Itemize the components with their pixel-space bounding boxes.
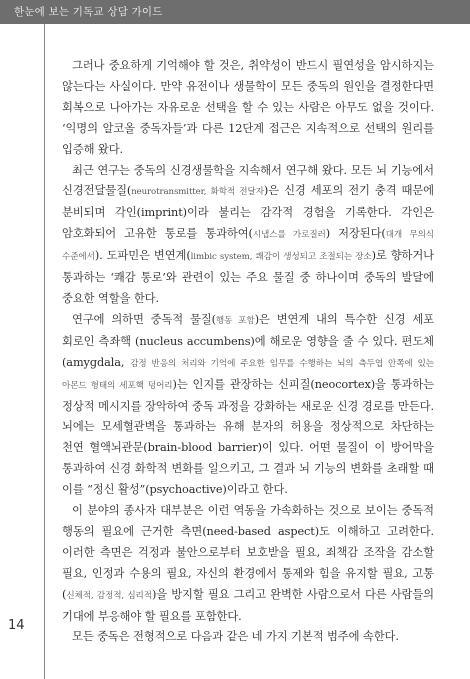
inline-annotation: 행동 포함 [215, 315, 255, 326]
paragraph-text: 연구에 의하면 중독적 물질( [72, 312, 216, 326]
inline-annotation: 감정 반응의 처리와 기억에 주요한 임무를 수행하는 뇌의 측두엽 안쪽에 있는 아몬드 형태의 세포핵 덩어리 [62, 358, 434, 391]
paragraph-text: 그러나 중요하게 기억해야 할 것은, 취약성이 반드시 필연성을 암시하지는 않는다는 사실이다. 만약 유전이나 생물학이 모든 중독의 원인을 결정한다면 회복으로 나아가는 자유로운 선택을 할 수 있는 사람은 아무도 없을 것이다. ‘익명의 알코올 중독자들’과 다른 12단계 접근은 지속적으로 선택의 원리를 입증해 왔다. [62, 59, 434, 156]
running-header [0, 0, 470, 24]
inline-annotation: 대개 무의식 수준에서 [62, 230, 435, 263]
body-paragraph [62, 56, 434, 161]
body-paragraph [62, 310, 434, 501]
body-paragraph [62, 501, 434, 627]
paragraph-text: )로 향하거나 통과하는 ‘쾌감 통로’와 관련이 있는 주요 물질 중 하나이며 중독의 발달에 중요한 역할을 한다. [62, 249, 434, 305]
margin-rule [44, 24, 45, 679]
body-paragraph [62, 161, 434, 310]
paragraph-text: 최근 연구는 중독의 신경생물학을 지속해서 연구해 왔다. 모든 뇌 기능에서 신경전달물질( [62, 163, 434, 198]
paragraph-text: 이 분야의 종사자 대부분은 이런 역동을 가속화하는 것으로 보이는 중독적 행동의 필요에 근거한 측면(need-based aspect)도 이해하고 고려한다. 이러한 측면은 걱정과 불안으로부터 보호받을 필요, 죄책감 조작을 감소할 필요, 인정과 수용의 필요, 자신의 환경에서 통제와 힘을 유지할 필요, 고통( [62, 504, 434, 601]
paragraph-text: )는 인지를 관장하는 신피질(neocortex)을 통과하는 정상적 메시지를 장악하여 중독 과정을 강화하는 새로운 신경 경로를 만든다. 뇌에는 모세혈관벽을 통과하는 유해 분자의 허용을 정상적으로 차단하는 천연 혈액뇌관문(brain-blood barrier)이 있다. 어떤 물질이 이 방어막을 통과하여 신경 화학적 변화를 일으키고, 그 결과 뇌 기능의 변화를 초래할 때 이를 “정신 활성”(psychoactive)이라고 한다. [62, 377, 434, 497]
paragraph-text: 모든 중독은 전형적으로 다음과 같은 네 가지 기본적 범주에 속한다. [72, 630, 399, 644]
paragraph-text: )은 변연계 내의 특수한 신경 세포 회로인 측좌핵 (nucleus accumbens)에 해로운 영향을 줄 수 있다. 편도체(amygdala, [62, 312, 434, 369]
running-header-title: 한눈에 보는 기독교 상담 가이드 [14, 6, 163, 18]
body-text [62, 56, 434, 648]
inline-annotation: neurotransmitter, 화학적 전달자 [131, 187, 264, 198]
body-paragraph [62, 627, 434, 648]
paragraph-text: )을 방지할 필요 그리고 완벽한 사람으로서 다른 사람들의 기대에 부응해야 할 필요를 포함한다. [62, 587, 434, 623]
inline-annotation: 시냅스를 가로질러 [252, 230, 326, 241]
page-number: 14 [8, 618, 25, 633]
paragraph-text: ). 도파민은 변연계( [94, 249, 191, 263]
paragraph-text: ) 저장된다( [325, 227, 386, 241]
paragraph-text: )은 신경 세포의 전기 충격 때문에 분비되며 각인(imprint)이라 불리는 감각적 경험을 기록한다. 각인은 암호화되어 고유한 통로를 통과하여( [62, 184, 434, 241]
inline-annotation: 신체적, 감정적, 심리적 [66, 590, 152, 601]
inline-annotation: limbic system, 쾌감이 생성되고 조절되는 장소 [190, 252, 372, 263]
